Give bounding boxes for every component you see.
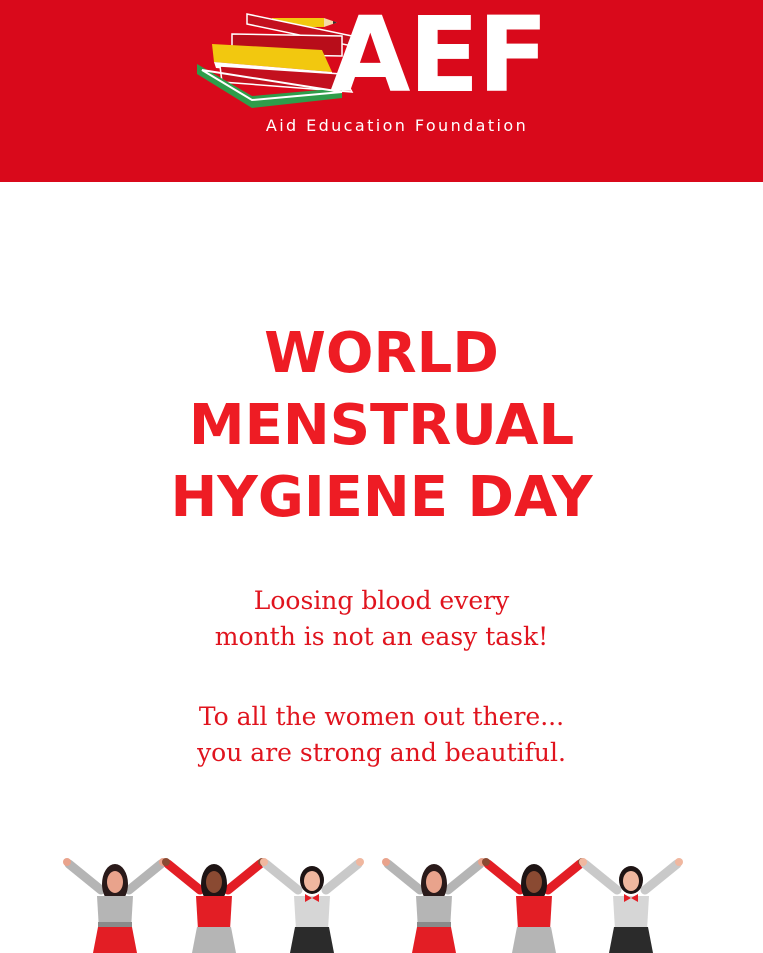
women-holding-hands-illustration	[0, 850, 763, 953]
woman-figure-1	[63, 858, 167, 953]
organization-name: Aid Education Foundation	[265, 116, 529, 135]
headline-line-2: MENSTRUAL	[188, 393, 575, 458]
message-line-1: Loosing blood every	[253, 586, 510, 615]
woman-figure-2	[162, 858, 266, 953]
woman-figure-3	[260, 858, 364, 953]
message-line-3: To all the women out there...	[198, 702, 565, 731]
message-paragraph-1	[0, 583, 763, 655]
woman-figure-6	[579, 858, 683, 953]
headline-line-3: HYGIENE DAY	[170, 465, 593, 530]
headline	[0, 318, 763, 534]
message-line-4: you are strong and beautiful.	[197, 738, 566, 767]
woman-figure-4	[382, 858, 486, 953]
woman-figure-5	[482, 858, 586, 953]
message-line-2: month is not an easy task!	[214, 622, 549, 651]
headline-line-1: WORLD	[264, 321, 499, 386]
header-banner	[0, 0, 763, 182]
logo-wordmark: AEF	[330, 0, 547, 116]
message-paragraph-2	[0, 699, 763, 771]
